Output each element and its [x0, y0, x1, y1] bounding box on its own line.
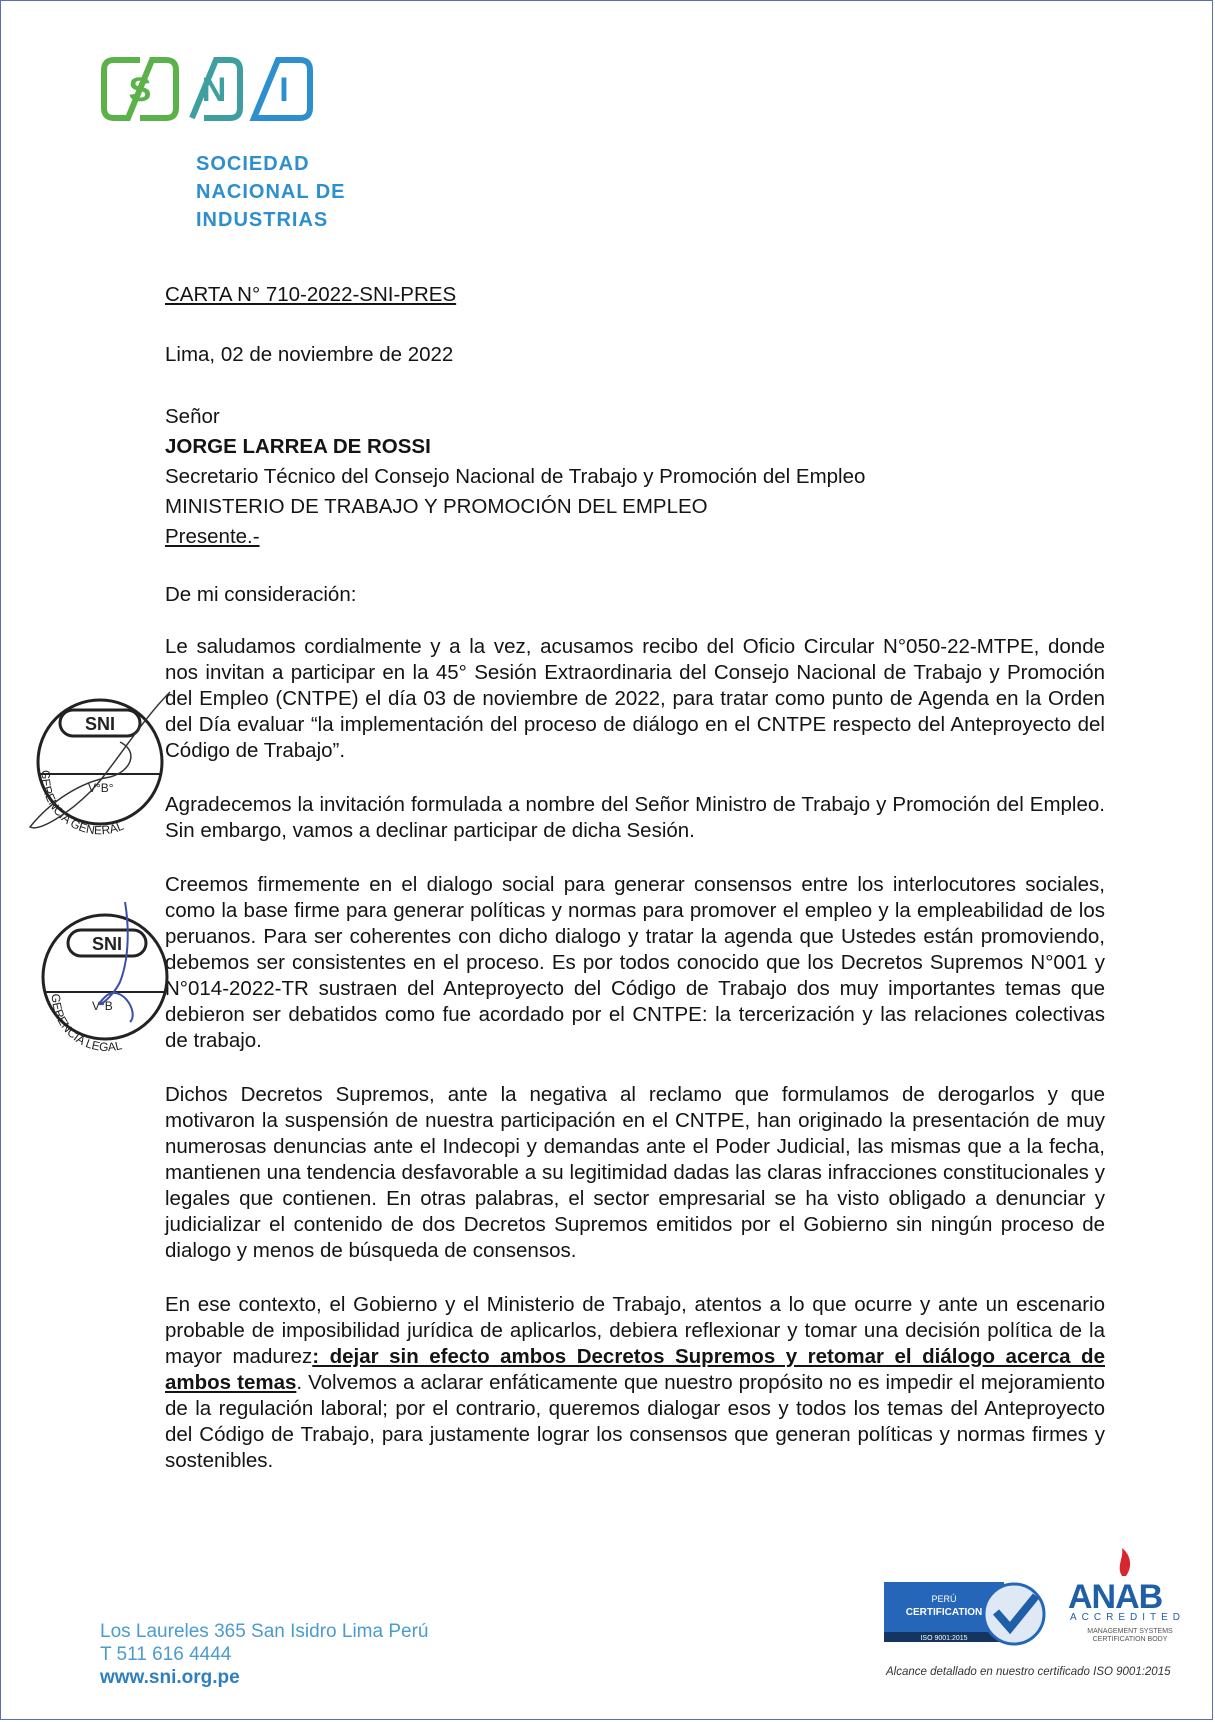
paragraph-5-emphasis: : dejar sin efecto ambos Decretos Supremos y retomar el diálogo acerca de ambos temas — [165, 1345, 1105, 1394]
paragraph-1: Le saludamos cordialmente y a la vez, acusamos recibo del Oficio Circular N°050-22-MTPE, donde nos invitan a participar en la 45° Sesión Extraordinaria del Consejo Nacional de Trabajo y Promoción del Empleo (CNTPE) el día 03 de noviembre de 2022, para tratar como punto de Agenda en la Orden del Día evaluar “la implementación del proceso de diálogo en el CNTPE respecto del Anteproyecto del Código de Trabajo”. — [165, 635, 1105, 762]
recipient-name: JORGE LARREA DE ROSSI — [165, 435, 431, 458]
logo-letter-n: N — [201, 71, 227, 109]
paragraph-5-text: En ese contexto, el Gobierno y el Ministerio de Trabajo, atentos a lo que ocurre y ante un escenario probable de imposibilidad jurídica de aplicarlos, debiera reflexionar y tomar una decisión política de la mayor madurez — [165, 1293, 1105, 1368]
anab-logo: ANAB — [1068, 1578, 1163, 1616]
logo-letter-i: I — [279, 71, 289, 109]
stamp-mark: V°B° — [88, 781, 114, 795]
peru-certification-badge — [884, 1578, 1046, 1654]
cert-iso: ISO 9001:2015 — [920, 1635, 968, 1642]
stamp-logo-text: SNI — [84, 714, 116, 734]
certificate-scope: Alcance detallado en nuestro certificado ISO 9001:2015 — [886, 1666, 1171, 1678]
cert-country: PERÚ — [931, 1594, 957, 1604]
greeting: De mi consideración: — [165, 583, 357, 606]
recipient-title: Secretario Técnico del Consejo Nacional de Trabajo y Promoción del Empleo — [165, 465, 866, 488]
cert-label: CERTIFICATION — [905, 1607, 983, 1618]
stamp-text: GERENCIA GENERAL — [38, 769, 126, 838]
paragraph-2: Agradecemos la invitación formulada a nombre del Señor Ministro de Trabajo y Promoción del Empleo. Sin embargo, vamos a declinar participar de dicha Sesión. — [165, 793, 1105, 842]
footer-website: www.sni.org.pe — [100, 1667, 240, 1688]
stamp-logo-text: SNI — [91, 934, 123, 954]
presente: Presente.- — [165, 525, 260, 548]
org-name-line: INDUSTRIAS — [196, 209, 329, 231]
letter-date: Lima, 02 de noviembre de 2022 — [165, 343, 454, 366]
stamp-mark: V°B — [92, 999, 113, 1013]
paragraph-5 — [165, 1292, 1105, 1474]
org-name-line: NACIONAL DE — [196, 181, 346, 203]
paragraph-5-text: . Volvemos a aclarar enfáticamente que nuestro propósito no es impedir el mejoramiento de la regulación laboral; por el contrario, queremos dialogar esos y todos los temas del Anteproyecto del Código de Trabajo, para justamente lograr los consensos que generan políticas y normas firmes y sostenibles. — [165, 1371, 1105, 1472]
svg-text:GERENCIA GENERAL — [39, 770, 126, 838]
paragraph-3: Creemos firmemente en el dialogo social para generar consensos entre los interlocutores sociales, como la base firme para generar políticas y normas para promover el empleo y la empleabilidad de los peruanos. Para ser coherentes con dicho dialogo y tratar la agenda que Ustedes están promoviendo, debemos ser consistentes en el proceso. Es por todos conocido que los Decretos Supremos N°001 y N°014-2022-TR sustraen del Anteproyecto del Código de Trabajo dos muy importantes temas que debieron ser debatidos como fue acordado por el CNTPE: la tercerización y las relaciones colectivas de trabajo. — [165, 873, 1105, 1052]
recipient-org: MINISTERIO DE TRABAJO Y PROMOCIÓN DEL EMPLEO — [165, 495, 708, 518]
anab-accredited: ACCREDITED — [1070, 1612, 1186, 1623]
recipient-block — [165, 402, 1105, 552]
org-name-line: SOCIEDAD — [196, 153, 310, 175]
stamp-gerencia-legal — [30, 902, 180, 1052]
sni-logo — [100, 52, 330, 126]
org-name — [196, 150, 346, 234]
logo-letter-s: S — [128, 71, 152, 109]
footer-address: Los Laureles 365 San Isidro Lima Perú — [100, 1621, 429, 1642]
footer-contact — [100, 1620, 428, 1689]
anab-caption: MANAGEMENT SYSTEMS CERTIFICATION BODY — [1087, 1628, 1173, 1643]
footer-phone: T 511 616 4444 — [100, 1644, 232, 1665]
letter-reference: CARTA N° 710-2022-SNI-PRES — [165, 283, 457, 306]
salutation: Señor — [165, 405, 220, 428]
stamp-text: GERENCIA LEGAL — [48, 993, 124, 1052]
stamp-gerencia-general — [20, 682, 180, 842]
paragraph-4: Dichos Decretos Supremos, ante la negativa al reclamo que formulamos de derogarlos y que motivaron la suspensión de nuestra participación en el CNTPE, han originado la presentación de muy numerosas denuncias ante el Indecopi y demandas ante el Poder Judicial, las mismas que a la fecha, mantienen una tendencia desfavorable a su legitimidad dadas las claras infracciones constitucionales y legales que contienen. En otras palabras, el sector empresarial se ha visto obligado a denunciar y judicializar el contenido de dos Decretos Supremos emitidos por el Gobierno sin ningún proceso de dialogo y menos de búsqueda de consensos. — [165, 1083, 1105, 1262]
